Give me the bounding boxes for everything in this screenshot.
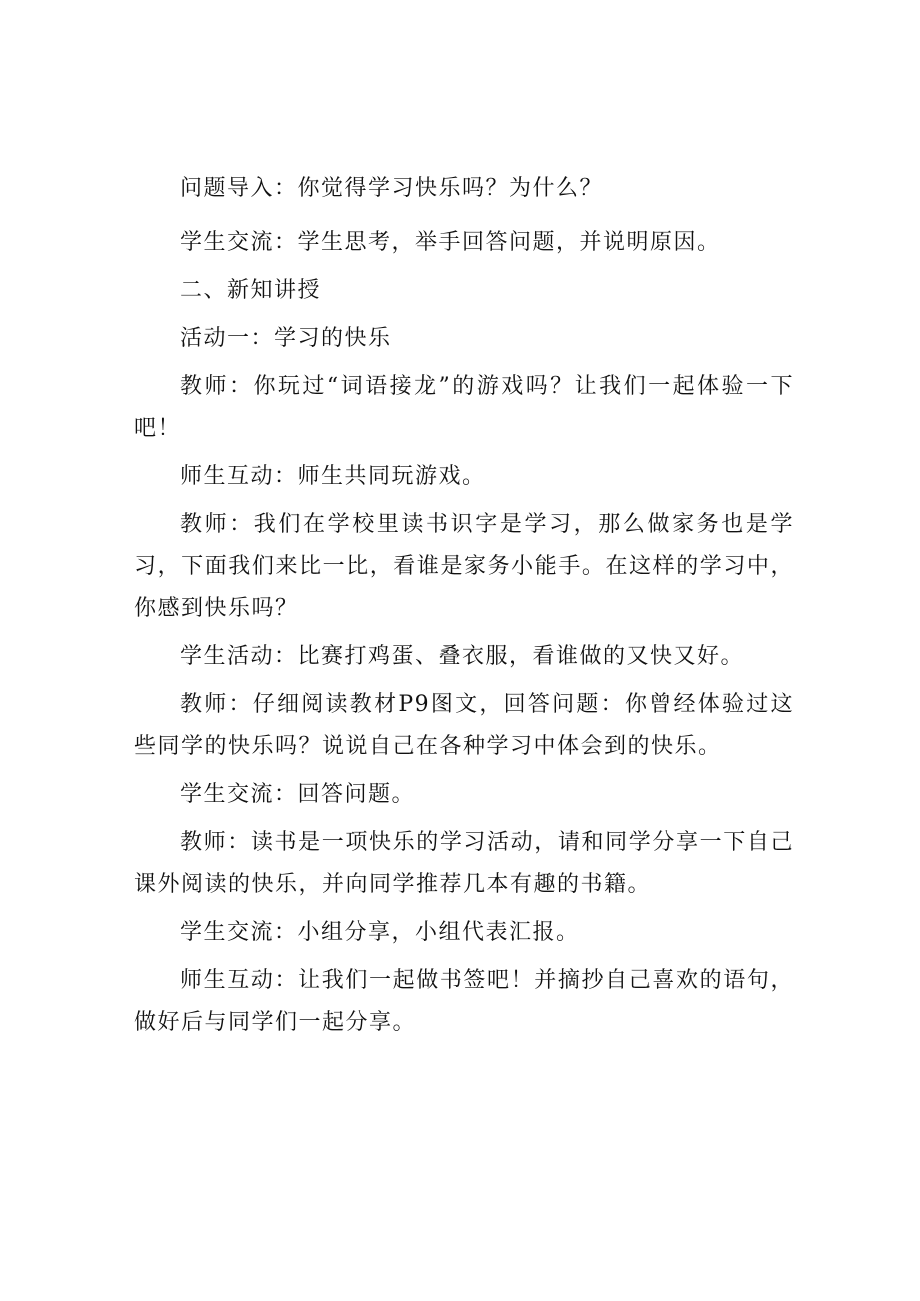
paragraph-teacher-word-game: 教师：你玩过“词语接龙”的游戏吗？让我们一起体验一下吧！ — [134, 374, 794, 441]
activity-heading: 活动一：学习的快乐 — [180, 326, 392, 351]
paragraph-teacher-housework: 教师：我们在学校里读书识字是学习，那么做家务也是学习，下面我们来比一比，看谁是家务小能手。在这样的学习中，你感到快乐吗？ — [134, 512, 794, 621]
paragraph-teacher-reading: 教师：读书是一项快乐的学习活动，请和同学分享一下自己课外阅读的快乐，并向同学推荐几本有趣的书籍。 — [134, 830, 794, 897]
paragraph-interaction-game: 师生互动：师生共同玩游戏。 — [180, 464, 486, 489]
paragraph-interaction-bookmark: 师生互动：让我们一起做书签吧！并摘抄自己喜欢的语句，做好后与同学们一起分享。 — [134, 968, 794, 1035]
paragraph-student-answer: 学生交流：回答问题。 — [180, 782, 416, 807]
document-body — [134, 168, 794, 1050]
paragraph-question-intro: 问题导入：你觉得学习快乐吗？为什么？ — [180, 176, 604, 201]
paragraph-student-exchange: 学生交流：学生思考，举手回答问题，并说明原因。 — [180, 230, 721, 255]
paragraph-student-share: 学生交流：小组分享，小组代表汇报。 — [180, 920, 580, 945]
section-heading: 二、新知讲授 — [180, 278, 322, 303]
paragraph-teacher-textbook: 教师：仔细阅读教材P9图文，回答问题：你曾经体验过这些同学的快乐吗？说说自己在各种学习中体会到的快乐。 — [134, 692, 794, 759]
paragraph-student-activity: 学生活动：比赛打鸡蛋、叠衣服，看谁做的又快又好。 — [180, 644, 745, 669]
